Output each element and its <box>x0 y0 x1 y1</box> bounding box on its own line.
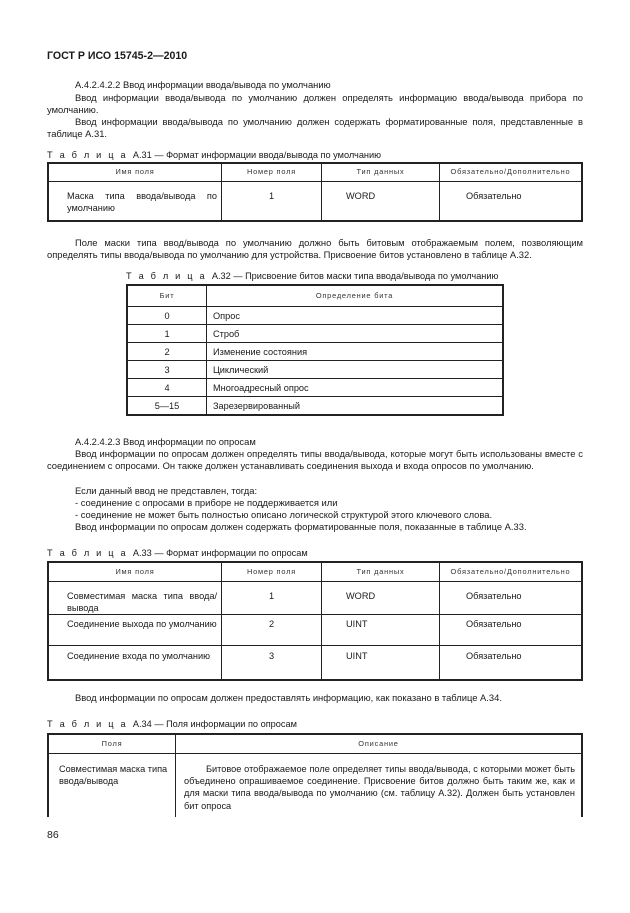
table-cell: 3 <box>127 360 207 378</box>
table-cell: Изменение состояния <box>207 342 504 360</box>
table-row <box>127 324 503 342</box>
column-header: Бит <box>127 285 207 306</box>
table-header-row <box>48 734 582 753</box>
column-header: Тип данных <box>322 562 440 581</box>
table-cell: Обязательно <box>440 581 583 615</box>
paragraph: Ввод информации по опросам должен предоставлять информацию, как показано в таблице А.34. <box>75 692 502 703</box>
table-cell: Маска типа ввода/вывода по умолчанию <box>48 181 222 221</box>
caption-prefix: Т а б л и ц а <box>47 548 128 558</box>
table-cell: 3 <box>222 646 322 680</box>
table-cell: Строб <box>207 324 504 342</box>
table-cell: Обязательно <box>440 615 583 646</box>
table-row <box>48 615 582 646</box>
table-row <box>127 378 503 396</box>
column-header: Описание <box>176 734 583 753</box>
table-row <box>48 753 582 817</box>
table-cell: 1 <box>222 581 322 615</box>
column-header: Обязательно/Дополнительно <box>440 163 583 181</box>
caption-text: А.33 — Формат информации по опросам <box>132 548 308 558</box>
caption-text: А.32 — Присвоение битов маски типа ввода/вывода по умолчанию <box>211 271 499 281</box>
table-cell: Соединение выхода по умолчанию <box>48 615 222 646</box>
paragraph: Если данный ввод не представлен, тогда: <box>75 485 258 496</box>
page-number: 86 <box>47 829 59 841</box>
caption-text: А.31 — Формат информации ввода/вывода по умолчанию <box>132 150 382 160</box>
table-header-row <box>127 285 503 306</box>
table-cell: 0 <box>127 306 207 324</box>
paragraph: Ввод информации по опросам должен определять типы ввода/вывода, которые могут быть использованы вместе с соединением с опросами. Он также должен устанавливать соединения выхода и входа опросов по умолчанию. <box>47 448 583 472</box>
table-cell: 1 <box>127 324 207 342</box>
table-caption-a32 <box>126 270 498 282</box>
column-header: Имя поля <box>48 562 222 581</box>
table-row <box>127 396 503 415</box>
table-row <box>127 342 503 360</box>
table-cell: 4 <box>127 378 207 396</box>
table-cell: 2 <box>222 615 322 646</box>
section-title-default-io: А.4.2.4.2.2 Ввод информации ввода/вывода по умолчанию <box>75 79 331 90</box>
table-cell: UINT <box>322 615 440 646</box>
document-header: ГОСТ Р ИСО 15745-2—2010 <box>47 50 188 62</box>
table-cell: 5—15 <box>127 396 207 415</box>
section-title-poll-info: А.4.2.4.2.3 Ввод информации по опросам <box>75 436 256 447</box>
table-cell: Соединение входа по умолчанию <box>48 646 222 680</box>
table-row <box>127 360 503 378</box>
table-header-row <box>48 562 582 581</box>
column-header: Определение бита <box>207 285 504 306</box>
table-caption-a31 <box>47 149 381 161</box>
column-header: Номер поля <box>222 562 322 581</box>
table-cell: Зарезервированный <box>207 396 504 415</box>
table-cell: Обязательно <box>440 181 583 221</box>
table-cell: Циклический <box>207 360 504 378</box>
caption-text: А.34 — Поля информации по опросам <box>132 719 297 729</box>
table-cell: Опрос <box>207 306 504 324</box>
table-row <box>48 181 582 221</box>
table-cell: WORD <box>322 181 440 221</box>
table-a33 <box>47 561 583 681</box>
paragraph: Ввод информации по опросам должен содержать форматированные поля, показанные в таблице А.33. <box>75 521 527 532</box>
table-caption-a34 <box>47 718 297 730</box>
column-header: Номер поля <box>222 163 322 181</box>
list-item: - соединение не может быть полностью описано логической структурой этого ключевого слова. <box>75 509 493 520</box>
paragraph: Ввод информации ввода/вывода по умолчанию должен определять информацию ввода/вывода прибора по умолчанию. <box>47 92 583 116</box>
column-header: Имя поля <box>48 163 222 181</box>
table-row <box>48 581 582 615</box>
table-cell: UINT <box>322 646 440 680</box>
column-header: Тип данных <box>322 163 440 181</box>
caption-prefix: Т а б л и ц а <box>47 719 128 729</box>
table-a34 <box>47 733 583 817</box>
table-caption-a33 <box>47 547 308 559</box>
table-cell: Битовое отображаемое поле определяет типы ввода/вывода, с которыми может быть объединено опрашиваемое соединение. Присвоение битов должно быть таким же, как и для маски типа ввода/вывода по умолчанию (см. таблицу А.32). Должен быть установлен бит опроса <box>176 753 583 817</box>
table-row <box>127 306 503 324</box>
table-row <box>48 646 582 680</box>
column-header: Поля <box>48 734 176 753</box>
paragraph: Ввод информации ввода/вывода по умолчанию должен содержать форматированные поля, представленные в таблице А.31. <box>47 116 583 140</box>
table-cell: Обязательно <box>440 646 583 680</box>
table-a32 <box>126 284 504 416</box>
caption-prefix: Т а б л и ц а <box>126 271 207 281</box>
column-header: Обязательно/Дополнительно <box>440 562 583 581</box>
caption-prefix: Т а б л и ц а <box>47 150 128 160</box>
table-cell: Многоадресный опрос <box>207 378 504 396</box>
list-item: - соединение с опросами в приборе не поддерживается или <box>75 497 338 508</box>
table-cell: Совместимая маска типа ввода/вывода <box>48 581 222 615</box>
table-cell: Совместимая маска типа ввода/вывода <box>48 753 176 817</box>
table-cell: 2 <box>127 342 207 360</box>
table-cell: WORD <box>322 581 440 615</box>
table-a31 <box>47 162 583 222</box>
paragraph: Поле маски типа ввод/вывода по умолчанию должно быть битовым отображаемым полем, позволяющим определять типы ввода/вывода по умолчанию для устройства. Присвоение битов установлено в таблице А.32. <box>47 237 583 261</box>
table-header-row <box>48 163 582 181</box>
table-cell: 1 <box>222 181 322 221</box>
